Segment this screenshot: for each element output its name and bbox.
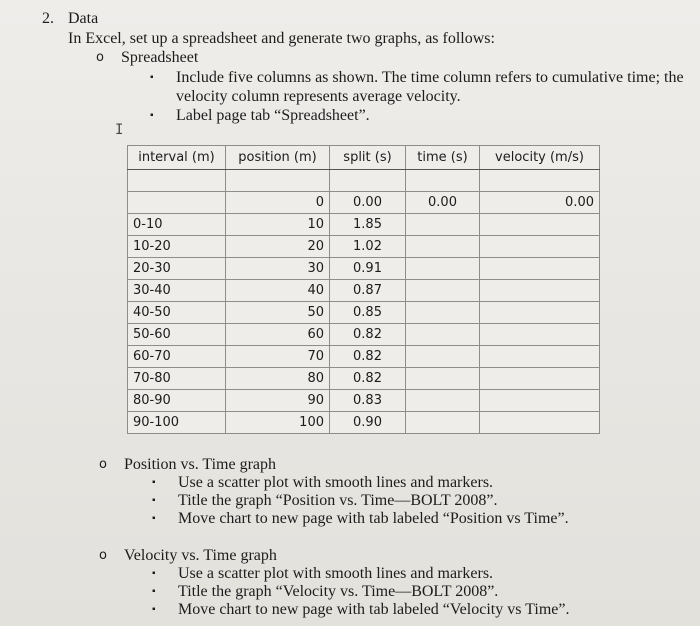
cell-time: [406, 302, 480, 324]
cell-split: 1.85: [330, 214, 406, 236]
cell-velocity: [480, 412, 600, 434]
cell-split: 0.00: [330, 192, 406, 214]
square-bullet-icon: ▪: [152, 586, 156, 597]
table-row-blank: [128, 170, 600, 192]
table-row: [128, 258, 600, 280]
spreadsheet-heading: Spreadsheet: [121, 49, 199, 66]
square-bullet-icon: ▪: [150, 110, 154, 121]
circle-bullet-icon: o: [96, 50, 104, 65]
table-cell: [226, 170, 330, 192]
cell-split: 0.82: [330, 324, 406, 346]
cell-velocity: [480, 236, 600, 258]
table-cell: [128, 192, 226, 214]
header-time: time (s): [406, 146, 480, 170]
cell-position: 90: [226, 390, 330, 412]
cell-interval: 90-100: [128, 412, 226, 434]
cell-time: [406, 368, 480, 390]
cell-velocity: [480, 258, 600, 280]
cell-split: 0.90: [330, 412, 406, 434]
spreadsheet-bullet-1-line-1: Include five columns as shown. The time column refers to cumulative time; the: [176, 69, 684, 86]
cell-position: 30: [226, 258, 330, 280]
table-header-row: [128, 146, 600, 170]
cell-time: 0.00: [406, 192, 480, 214]
square-bullet-icon: ▪: [152, 513, 156, 524]
position-graph-bullet-3: Move chart to new page with tab labeled “Position vs Time”.: [178, 510, 569, 527]
table-row-initial: [128, 192, 600, 214]
cell-split: 0.82: [330, 368, 406, 390]
table-cell: [480, 170, 600, 192]
square-bullet-icon: ▪: [152, 604, 156, 615]
table-row: [128, 390, 600, 412]
cell-split: 1.02: [330, 236, 406, 258]
cell-time: [406, 390, 480, 412]
cell-interval: 60-70: [128, 346, 226, 368]
spreadsheet-bullet-1-line-2: velocity column represents average velocity.: [176, 88, 461, 105]
cell-time: [406, 346, 480, 368]
cell-position: 40: [226, 280, 330, 302]
cell-position: 100: [226, 412, 330, 434]
position-graph-bullet-1: Use a scatter plot with smooth lines and markers.: [178, 474, 494, 491]
table-cell: [406, 170, 480, 192]
square-bullet-icon: ▪: [150, 72, 154, 83]
header-split: split (s): [330, 146, 406, 170]
table-cell: [330, 170, 406, 192]
cell-position: 80: [226, 368, 330, 390]
cell-interval: 0-10: [128, 214, 226, 236]
circle-bullet-icon: o: [99, 457, 107, 472]
velocity-graph-bullet-2: Title the graph “Velocity vs. Time—BOLT 2008”.: [178, 583, 499, 600]
cell-velocity: [480, 390, 600, 412]
cell-split: 0.91: [330, 258, 406, 280]
cell-velocity: [480, 346, 600, 368]
cell-position: 60: [226, 324, 330, 346]
cell-interval: 30-40: [128, 280, 226, 302]
cell-velocity: [480, 214, 600, 236]
square-bullet-icon: ▪: [152, 568, 156, 579]
cell-velocity: [480, 280, 600, 302]
cell-split: 0.82: [330, 346, 406, 368]
velocity-graph-bullet-1: Use a scatter plot with smooth lines and markers.: [178, 565, 494, 582]
cell-interval: 50-60: [128, 324, 226, 346]
spreadsheet-table: [127, 145, 600, 434]
velocity-graph-bullet-3: Move chart to new page with tab labeled “Velocity vs Time”.: [178, 601, 570, 618]
square-bullet-icon: ▪: [152, 477, 156, 488]
position-graph-heading: Position vs. Time graph: [124, 456, 277, 473]
table-row: [128, 302, 600, 324]
cell-interval: 70-80: [128, 368, 226, 390]
cell-time: [406, 236, 480, 258]
cell-velocity: [480, 368, 600, 390]
square-bullet-icon: ▪: [152, 495, 156, 506]
table-row: [128, 412, 600, 434]
cell-position: 0: [226, 192, 330, 214]
cell-interval: 80-90: [128, 390, 226, 412]
spreadsheet-bullet-2: Label page tab “Spreadsheet”.: [176, 107, 370, 124]
cell-interval: 40-50: [128, 302, 226, 324]
cell-split: 0.87: [330, 280, 406, 302]
cell-time: [406, 214, 480, 236]
cell-position: 50: [226, 302, 330, 324]
position-graph-bullet-2: Title the graph “Position vs. Time—BOLT 2008”.: [178, 492, 498, 509]
cell-time: [406, 280, 480, 302]
header-interval: interval (m): [128, 146, 226, 170]
table-row: [128, 324, 600, 346]
cell-position: 10: [226, 214, 330, 236]
header-position: position (m): [226, 146, 330, 170]
section-number: 2.: [42, 10, 54, 27]
cell-split: 0.83: [330, 390, 406, 412]
cell-position: 70: [226, 346, 330, 368]
table-cell: [128, 170, 226, 192]
text-cursor-icon: I: [115, 122, 124, 138]
table-row: [128, 368, 600, 390]
cell-velocity: [480, 324, 600, 346]
cell-split: 0.85: [330, 302, 406, 324]
velocity-graph-heading: Velocity vs. Time graph: [124, 547, 277, 564]
cell-interval: 10-20: [128, 236, 226, 258]
cell-velocity: [480, 302, 600, 324]
cell-time: [406, 412, 480, 434]
table-row: [128, 346, 600, 368]
intro-text: In Excel, set up a spreadsheet and generate two graphs, as follows:: [68, 30, 495, 47]
table-row: [128, 214, 600, 236]
cell-velocity: 0.00: [480, 192, 600, 214]
table-row: [128, 236, 600, 258]
circle-bullet-icon: o: [99, 548, 107, 563]
cell-interval: 20-30: [128, 258, 226, 280]
table-row: [128, 280, 600, 302]
header-velocity: velocity (m/s): [480, 146, 600, 170]
cell-time: [406, 258, 480, 280]
cell-time: [406, 324, 480, 346]
section-title: Data: [68, 10, 99, 27]
cell-position: 20: [226, 236, 330, 258]
